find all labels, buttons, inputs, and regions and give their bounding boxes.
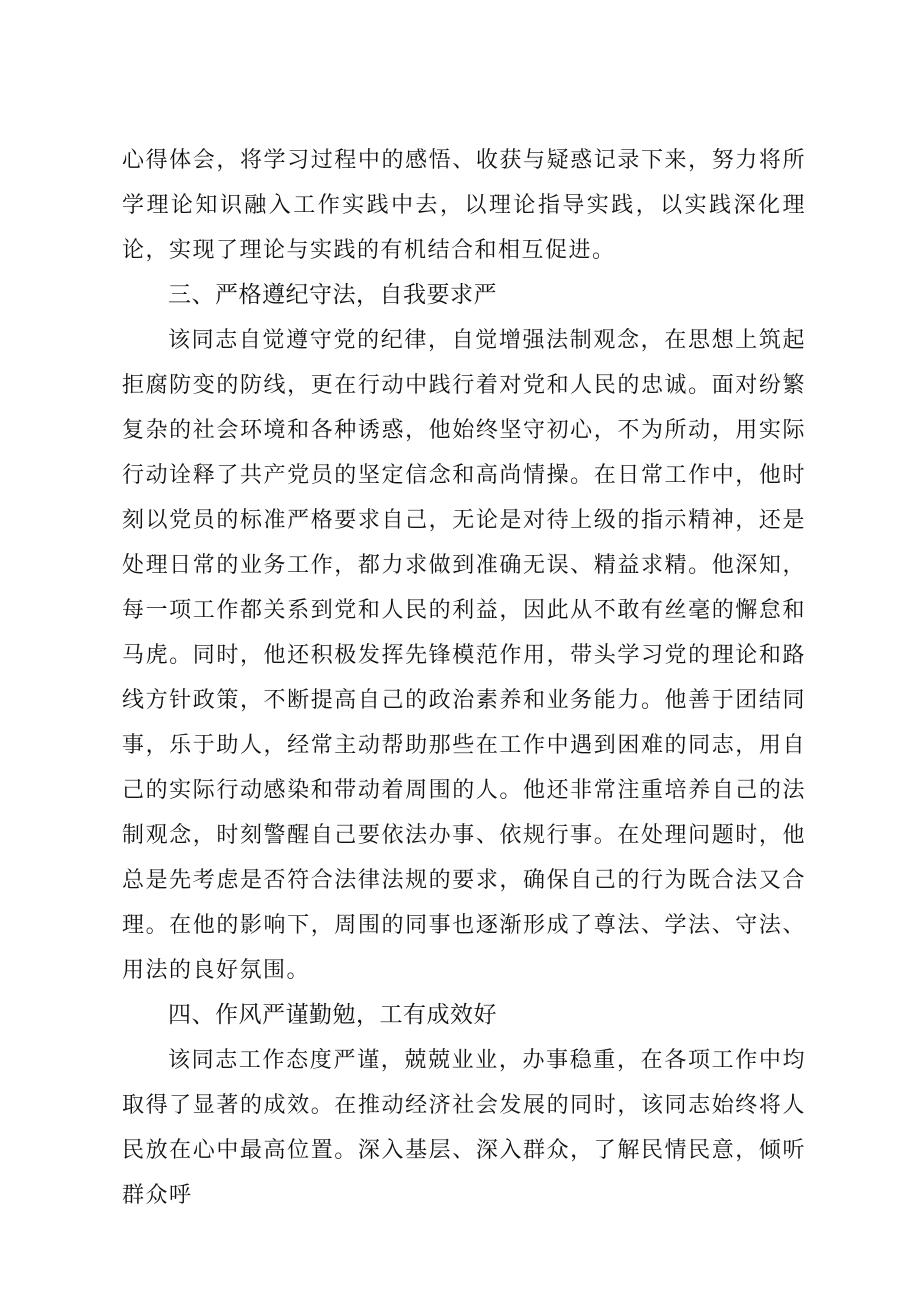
paragraph-section-four: 该同志工作态度严谨，兢兢业业，办事稳重，在各项工作中均取得了显著的成效。在推动经济社会发展的同时，该同志始终将人民放在心中最高位置。深入基层、深入群众，了解民情民意，倾听群众呼 bbox=[122, 1048, 806, 1208]
paragraph-section-three: 该同志自觉遵守党的纪律，自觉增强法制观念，在思想上筑起拒腐防变的防线，更在行动中践行着对党和人民的忠诚。面对纷繁复杂的社会环境和各种诱惑，他始终坚守初心，不为所动，用实际行动诠释了共产党员的坚定信念和高尚情操。在日常工作中，他时刻以党员的标准严格要求自己，无论是对待上级的指示精神，还是处理日常的业务工作，都力求做到准确无误、精益求精。他深知，每一项工作都关系到党和人民的利益，因此从不敢有丝毫的懈怠和马虎。同时，他还积极发挥先锋模范作用，带头学习党的理论和路线方针政策，不断提高自己的政治素养和业务能力。他善于团结同事，乐于助人，经常主动帮助那些在工作中遇到困难的同志，用自己的实际行动感染和带动着周围的人。他还非常注重培养自己的法制观念，时刻警醒自己要依法办事、依规行事。在处理问题时，他总是先考虑是否符合法律法规的要求，确保自己的行为既合法又合理。在他的影响下，周围的同事也逐渐形成了尊法、学法、守法、用法的良好氛围。 bbox=[122, 328, 806, 983]
paragraph-continuation: 心得体会，将学习过程中的感悟、收获与疑惑记录下来，努力将所学理论知识融入工作实践中去，以理论指导实践，以实践深化理论，实现了理论与实践的有机结合和相互促进。 bbox=[122, 148, 806, 263]
section-heading-four: 四、作风严谨勤勉，工有成效好 bbox=[168, 1002, 497, 1028]
document-body bbox=[122, 138, 806, 1218]
section-heading-three: 三、严格遵纪守法，自我要求严 bbox=[168, 282, 497, 308]
